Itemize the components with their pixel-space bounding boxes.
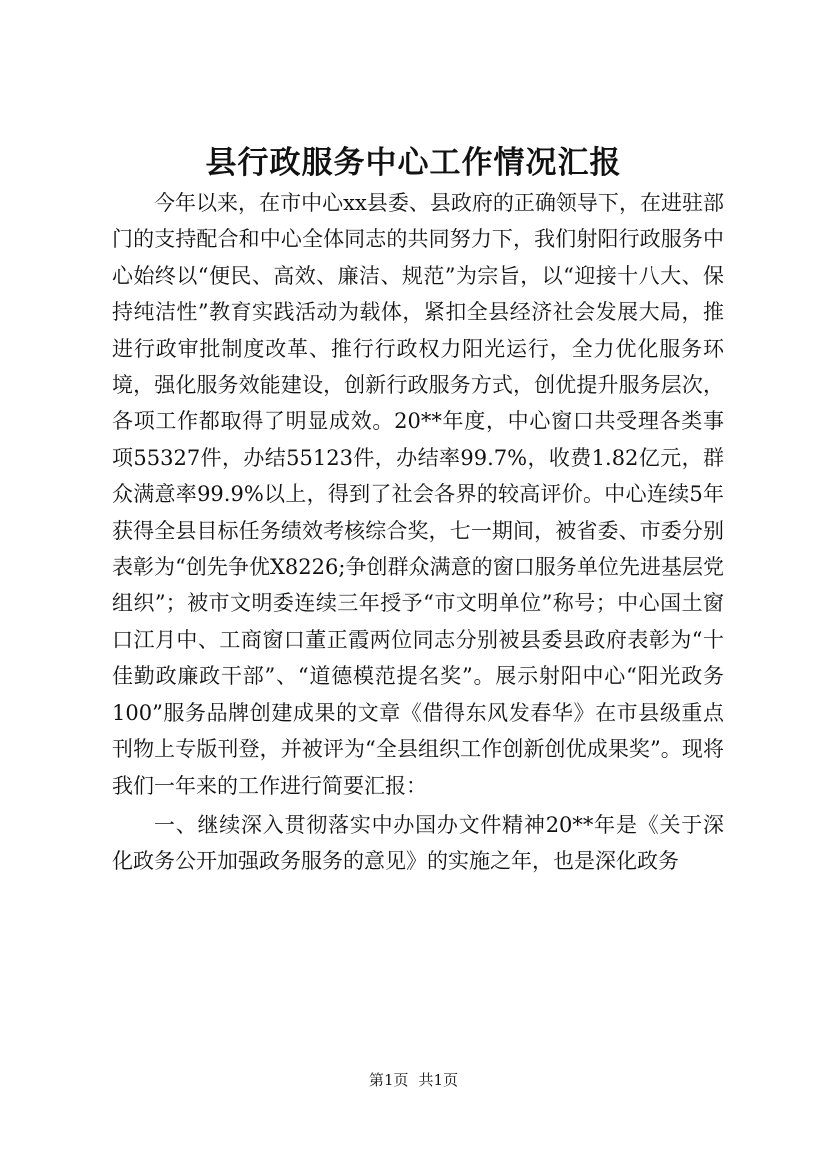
page-total: 1 xyxy=(433,1071,444,1089)
document-title: 县行政服务中心工作情况汇报 xyxy=(205,145,622,181)
document-body xyxy=(112,185,724,880)
total-unit: 页 xyxy=(443,1071,459,1089)
body-paragraph-1: 今年以来，在市中心xx县委、县政府的正确领导下，在进驻部门的支持配合和中心全体同志的共同努力下，我们射阳行政服务中心始终以“便民、高效、廉洁、规范”为宗旨，以“迎接十八大、保持纯洁性”教育实践活动为载体，紧扣全县经济社会发展大局，推进行政审批制度改革、推行行政权力阳光运行，全力优化服务环境，强化服务效能建设，创新行政服务方式，创优提升服务层次，各项工作都取得了明显成效。20**年度，中心窗口共受理各类事项55327件，办结55123件，办结率99.7%，收费1.82亿元，群众满意率99.9%以上，得到了社会各界的较高评价。中心连续5年获得全县目标任务绩效考核综合奖，七一期间，被省委、市委分别表彰为“创先争优X8226;争创群众满意的窗口服务单位先进基层党组织”；被市文明委连续三年授予“市文明单位”称号；中心国土窗口江月中、工商窗口董正霞两位同志分别被县委县政府表彰为“十佳勤政廉政干部”、“道德模范提名奖”。展示射阳中心“阳光政务100”服务品牌创建成果的文章《借得东风发春华》在市县级重点刊物上专版刊登，并被评为“全县组织工作创新创优成果奖”。现将我们一年来的工作进行简要汇报： xyxy=(112,191,724,798)
page-current: 1 xyxy=(383,1071,394,1089)
body-paragraph-2: 一、继续深入贯彻落实中办国办文件精神20**年是《关于深化政务公开加强政务服务的意见》的实施之年，也是深化政务 xyxy=(112,812,724,874)
page-footer xyxy=(0,1070,827,1090)
total-prefix: 共 xyxy=(418,1071,434,1089)
page-unit: 页 xyxy=(393,1071,409,1089)
page-prefix: 第 xyxy=(368,1071,384,1089)
